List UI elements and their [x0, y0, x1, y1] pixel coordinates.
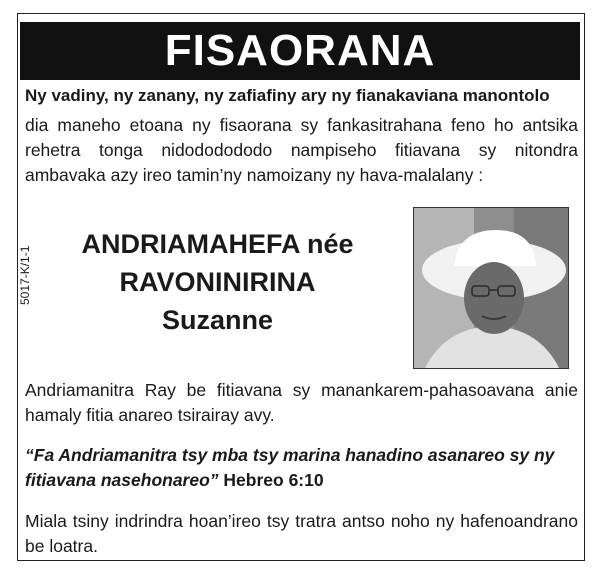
title-banner — [20, 22, 580, 80]
quote-text: “Fa Andriamanitra tsy mba tsy marina hanadino asanareo sy ny fitiavana nasehonareo” — [25, 445, 555, 490]
blessing-paragraph: Andriamanitra Ray be fitiavana sy manankarem-pahasoavana anie hamaly fitia anareo tsirairay avy. — [25, 380, 578, 425]
portrait-image — [414, 208, 569, 369]
deceased-name-line-1: ANDRIAMAHEFA née — [81, 229, 354, 259]
quote-reference: Hebreo 6:10 — [223, 470, 324, 490]
intro-paragraph: dia maneho etoana ny fisaorana sy fankasitrahana feno ho antsika rehetra tonga nidododododo nampiseho fitiavana sy nitondra ambavaka azy ireo tamin’ny namoizany ny hava-malalany : — [25, 115, 578, 185]
family-line: Ny vadiny, ny zanany, ny zafiafiny ary ny fianakaviana manontolo — [25, 86, 550, 105]
notice-title: FISAORANA — [164, 26, 436, 75]
closing-paragraph: Miala tsiny indrindra hoan’ireo tsy tratra antso noho ny hafenoandrano be loatra. — [25, 511, 578, 556]
deceased-name — [30, 225, 405, 339]
deceased-name-line-3: Suzanne — [161, 305, 274, 335]
portrait-photo — [413, 207, 569, 369]
deceased-name-line-2: RAVONINIRINA — [119, 267, 316, 297]
bible-quote — [25, 443, 578, 493]
reference-code: 5017-K/1-1 — [18, 245, 32, 305]
